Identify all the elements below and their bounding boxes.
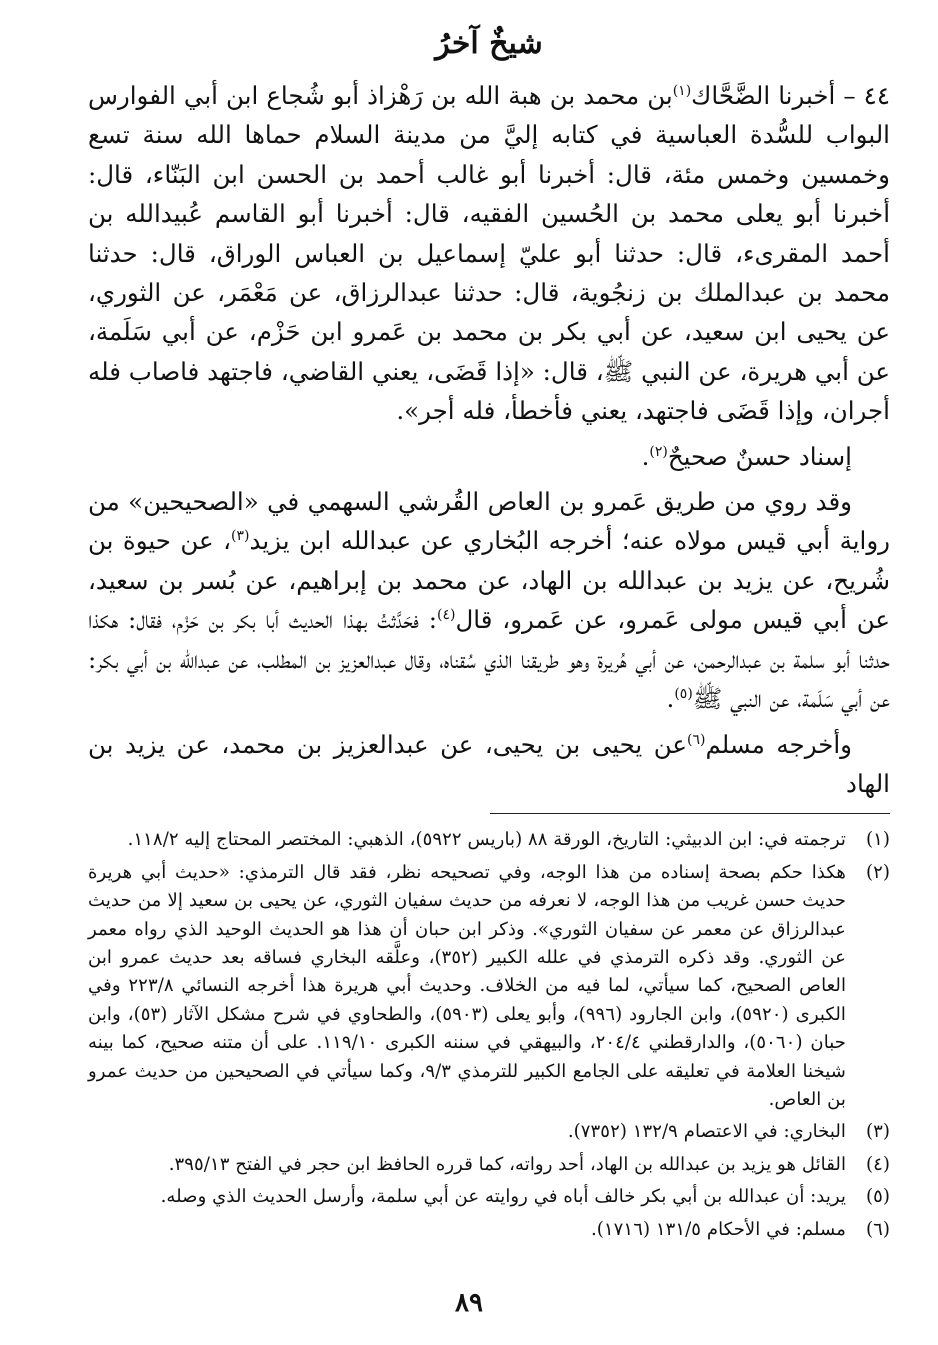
- footnote-number: (٢): [866, 861, 890, 883]
- paragraph-amr-route: وقد روي من طريق عَمرو بن العاص القُرشي السهمي في «الصحيحين» من رواية أبي قيس مولاه عنه؛ أخرجه البُخاري عن عبدالله ابن يزيد$^{(٣)}$، عن حيوة بن شُريح، عن يزيد بن عبدالله بن الهاد، عن محمد بن إبراهيم، عن بُسر بن سعيد، عن أبي قيس مولى عَمرو، عن عَمرو، قال$^{(٤)}$: فحَدَّثتُ بهذا الحديث أبا بكر بن حَزْم، فقال: هكذا حدثنا أبو سلمة بن عبدالرحمن، عن أبي هُريرة وهو طريقنا الذي سُقناه، وقال عبدالعزيز بن المطلب، عن عبدالله بن أبي بكر: عن أبي سَلَمة، عن النبي ﷺ$^{(٥)}$.: [88, 487, 890, 714]
- footnote-ref-3[interactable]: (٣): [231, 528, 250, 545]
- section-title: شيخٌ آخرُ: [435, 26, 543, 61]
- footnote-ref-2[interactable]: (٢): [649, 443, 668, 460]
- footnote-separator-wrap: [88, 803, 890, 826]
- footnote-ref-4[interactable]: (٤): [437, 607, 456, 624]
- footnote-text: ترجمته في: ابن الدبيثي: التاريخ، الورقة ٨٨ (باريس ٥٩٢٢)، الذهبي: المختصر المحتاج إليه ١١٨/٢.: [127, 829, 846, 851]
- footnote-ref-6[interactable]: (٦): [687, 731, 706, 748]
- footnote-ref-1[interactable]: (١): [672, 82, 692, 99]
- footnote-number: (٣): [866, 1121, 890, 1143]
- page-number: ٨٩: [455, 1288, 483, 1318]
- footnote-3: [88, 1118, 890, 1146]
- footnote-5: [88, 1183, 890, 1211]
- footnotes: [88, 826, 890, 1244]
- footnote-number: (٥): [866, 1186, 890, 1208]
- footnote-ref-5[interactable]: (٥): [674, 685, 693, 702]
- footnote-text: مسلم: في الأحكام ١٣١/٥ (١٧١٦).: [591, 1218, 846, 1240]
- footnote-number: (٤): [866, 1153, 890, 1175]
- footnote-1: [88, 826, 890, 854]
- footnote-number: (١): [866, 829, 890, 851]
- footnote-text: هكذا حكم بصحة إسناده من هذا الوجه، وفي تصحيحه نظر، فقد قال الترمذي: «حديث أبي هريرة حديث حسن غريب من هذا الوجه، لا نعرفه من حديث سفيان الثوري، عن يحيى بن سعيد إلا من حديث عبدالرزاق عن معمر عن سفيان الثوري». وذكر ابن حبان أن هذا هو الحديث الوحيد الذي رواه معمر عن الثوري. وقد ذكره الترمذي في علله الكبير (٣٥٢)، وعلَّقه البخاري فساقه بعد حديث عمرو ابن العاص الصحيح، كما سيأتي، لما فيه من الخلاف. وحديث أبي هريرة هذا أخرجه النسائي ٢٢٣/٨ وفي الكبرى (٥٩٢٠)، وابن الجارود (٩٩٦)، وأبو يعلى (٥٩٠٣)، والطحاوي في شرح مشكل الآثار (٥٣)، وابن حبان (٥٠٦٠)، والدارقطني ٢٠٤/٤، والبيهقي في سننه الكبرى ١١٩/١٠. على أن متنه صحيح، كما بينه شيخنا العلامة في تعليقه على الجامع الكبير للترمذي ٩/٣، وكما سيأتي في الصحيحين من حديث عمرو بن العاص.: [88, 861, 846, 1110]
- book-page: [88, 22, 890, 1345]
- paragraph-muslim: وأخرجه مسلم$^{(٦)}$عن يحيى بن يحيى، عن عبدالعزيز بن محمد، عن يزيد بن الهاد: [88, 729, 890, 798]
- paragraph-hadith-44: ٤٤ – أخبرنا الضَّحَّاك$^{(١)}$بن محمد بن هبة الله بن رَهْزاذ أبو شُجاع ابن أبي الفوارس البواب للسُّدة العباسية في كتابه إليَّ من مدينة السلام حماها الله سنة تسع وخمسين وخمس مئة، قال: أخبرنا أبو غالب أحمد بن الحسن ابن البَنّاء، قال: أخبرنا أبو يعلى محمد بن الحُسين الفقيه، قال: أخبرنا أبو القاسم عُبيدالله بن أحمد المقرىء، قال: حدثنا أبو عليّ إسماعيل بن العباس الوراق، قال: حدثنا محمد بن عبدالملك بن زنجُوية، قال: حدثنا عبدالرزاق، عن مَعْمَر، عن الثوري، عن يحيى ابن سعيد، عن أبي بكر بن محمد بن عَمرو ابن حَزْم، عن أبي سَلَمة، عن أبي هريرة، عن النبي ﷺ، قال: «إذا قَضَى، يعني القاضي، فاجتهد فاصاب فله أجران، وإذا قَضَى فاجتهد، يعني فأخطأ، فله أجر».: [88, 81, 890, 426]
- main-text: [88, 76, 890, 803]
- footnote-text: القائل هو يزيد بن عبدالله بن الهاد، أحد رواته، كما قرره الحافظ ابن حجر في الفتح ٣٩٥/١٣.: [168, 1153, 846, 1175]
- footnote-4: [88, 1151, 890, 1179]
- footnote-6: [88, 1216, 890, 1244]
- footnote-text: يريد: أن عبدالله بن أبي بكر خالف أباه في روايته عن أبي سلمة، وأرسل الحديث الذي وصله.: [160, 1186, 846, 1208]
- footnote-2: [88, 859, 890, 1115]
- footnote-number: (٦): [866, 1218, 890, 1240]
- paragraph-isnad-grade: إسناد حسنٌ صحيحٌ$^{(٢)}$.: [641, 441, 852, 471]
- footnote-text: البخاري: في الاعتصام ١٣٢/٩ (٧٣٥٢).: [567, 1121, 846, 1143]
- footnote-separator: [490, 813, 890, 814]
